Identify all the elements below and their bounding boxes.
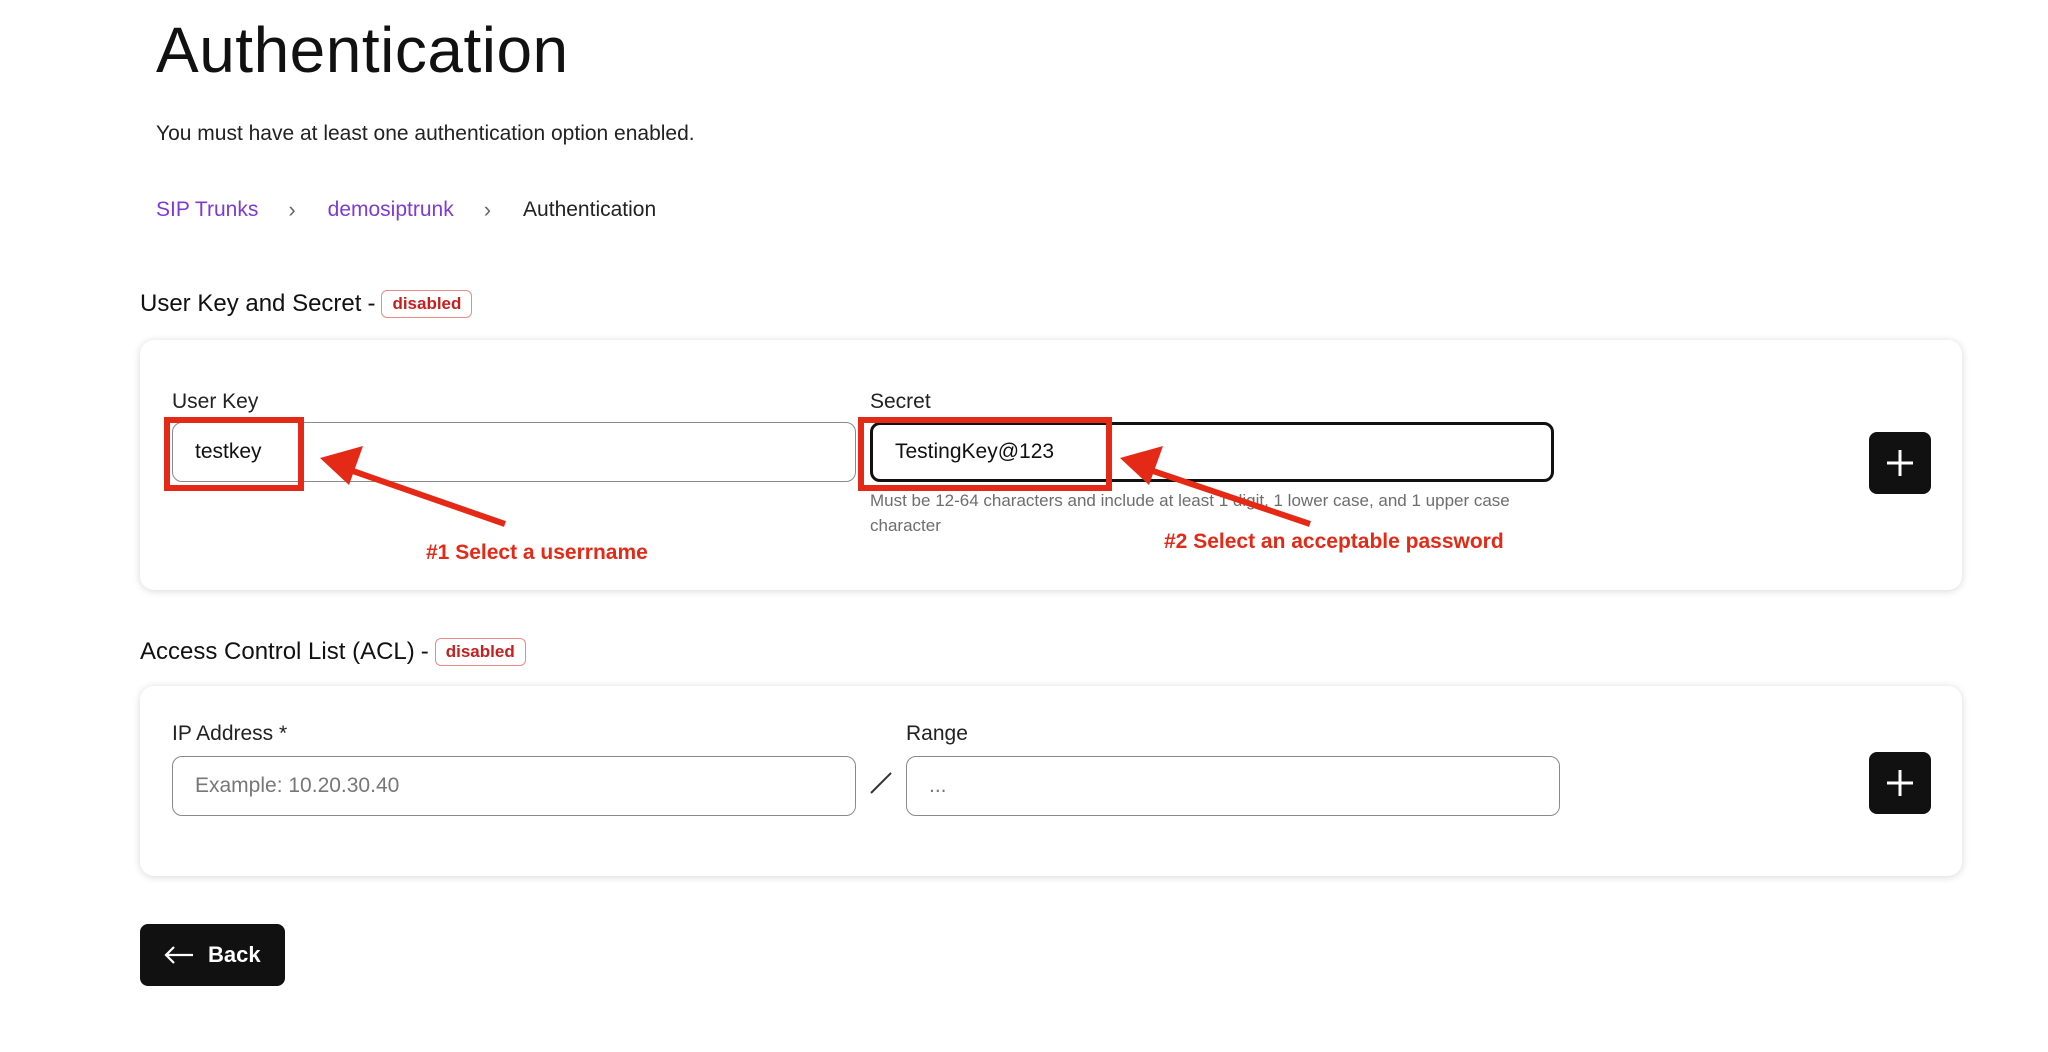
heading-dash: - <box>367 290 376 317</box>
page-subtitle: You must have at least one authentication option enabled. <box>156 122 695 145</box>
status-badge: disabled <box>381 290 472 318</box>
chevron-right-icon: › <box>288 197 296 222</box>
user-key-label: User Key <box>172 390 259 413</box>
annotation-arrow-1 <box>320 446 505 524</box>
section-title: User Key and Secret <box>140 290 362 317</box>
status-badge: disabled <box>435 638 526 666</box>
section-title: Access Control List (ACL) <box>140 638 415 665</box>
annotation-arrow-2 <box>1120 446 1310 524</box>
secret-label: Secret <box>870 390 931 413</box>
range-label: Range <box>906 722 968 745</box>
secret-hint: Must be 12-64 characters and include at least 1 digit, 1 lower case, and 1 upper case character <box>870 491 1510 535</box>
breadcrumb-link-sip-trunks[interactable]: SIP Trunks <box>156 198 259 221</box>
breadcrumb-current: Authentication <box>523 198 657 221</box>
page-title: Authentication <box>156 14 569 86</box>
heading-dash: - <box>420 638 429 665</box>
annotation-note-2: #2 Select an acceptable password <box>1164 530 1504 553</box>
back-button-label: Back <box>208 942 261 967</box>
ip-address-label: IP Address * <box>172 722 288 745</box>
chevron-right-icon: › <box>483 197 492 222</box>
annotation-note-1: #1 Select a userrname <box>426 541 648 564</box>
breadcrumb-link-demosiptrunk[interactable]: demosiptrunk <box>327 198 454 221</box>
